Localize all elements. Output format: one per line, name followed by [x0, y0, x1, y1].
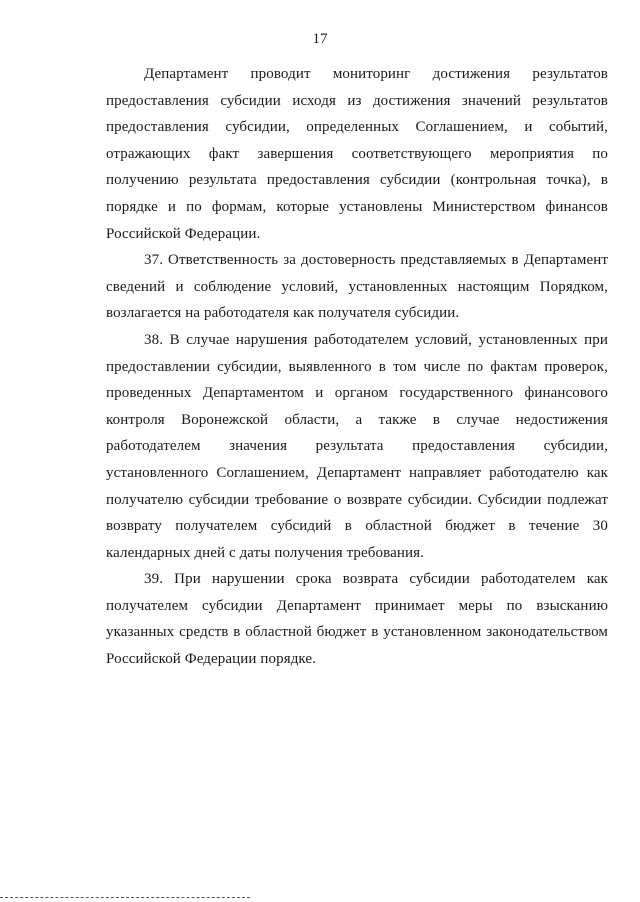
paragraph-item-38: 38. В случае нарушения работодателем условий, установленных при предоставлении субсидии, выявленного в том числе по фактам проверок, проведенных Департаментом и органом государственного финансового контроля Воронежской области, а также в случае недостижения работодателем значения результата предоставления субсидии, установленного Соглашением, Департамент направляет работодателю как получателю субсидии требование о возврате субсидии. Субсидии подлежат возврату получателем субсидий в областной бюджет в течение 30 календарных дней с даты получения требования. — [106, 331, 608, 561]
page-number: 17 — [312, 31, 328, 47]
paragraph-item-37: 37. Ответственность за достоверность представляемых в Департамент сведений и соблюдение условий, установленных настоящим Порядком, возлагается на работодателя как получателя субсидии. — [106, 252, 608, 322]
document-body — [106, 61, 608, 673]
page-bottom-rule — [0, 897, 250, 898]
paragraph-monitoring: Департамент проводит мониторинг достижения результатов предоставления субсидии исходя из достижения значений результатов предоставления субсидии, определенных Соглашением, и событий, отражающих факт завершения соответствующего мероприятия по получению результата предоставления субсидии (контрольная точка), в порядке и по формам, которые установлены Министерством финансов Российской Федерации. — [106, 66, 608, 242]
paragraph-item-39: 39. При нарушении срока возврата субсидии работодателем как получателем субсидии Департамент принимает меры по взысканию указанных средств в областной бюджет в установленном законодательством Российской Федерации порядке. — [106, 571, 608, 668]
